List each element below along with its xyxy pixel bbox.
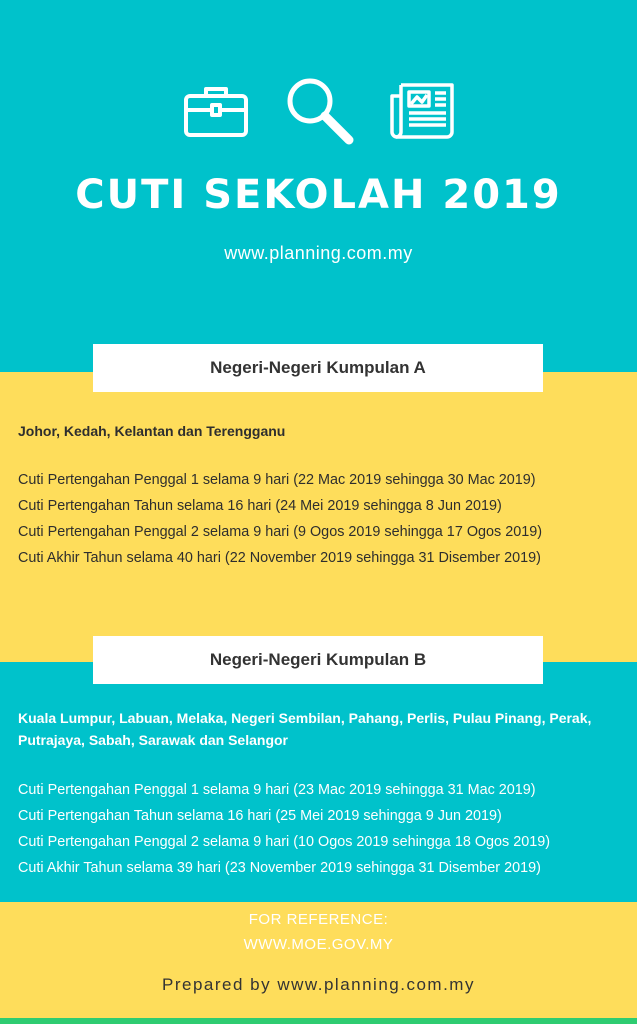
newspaper-icon — [389, 82, 455, 140]
prepared-by: Prepared by www.planning.com.my — [162, 975, 475, 994]
list-item: Cuti Akhir Tahun selama 40 hari (22 November 2019 sehingga 31 Disember 2019) — [18, 550, 541, 566]
group-b-heading — [93, 636, 543, 684]
group-a-heading — [93, 344, 543, 392]
list-item: Cuti Pertengahan Penggal 1 selama 9 hari (22 Mac 2019 sehingga 30 Mac 2019) — [18, 472, 536, 488]
list-item: Cuti Pertengahan Tahun selama 16 hari (24 Mei 2019 sehingga 8 Jun 2019) — [18, 498, 502, 514]
group-b-holiday-list — [18, 777, 628, 881]
list-item: Cuti Pertengahan Penggal 2 selama 9 hari (10 Ogos 2019 sehingga 18 Ogos 2019) — [18, 834, 551, 850]
list-item: Cuti Pertengahan Penggal 1 selama 9 hari (23 Mac 2019 sehingga 31 Mac 2019) — [18, 782, 536, 798]
reference-label: FOR REFERENCE: — [248, 911, 389, 928]
reference-site: WWW.MOE.GOV.MY — [243, 936, 394, 953]
group-a-holiday-list — [18, 467, 628, 571]
search-icon — [283, 76, 355, 146]
list-item: Cuti Pertengahan Penggal 2 selama 9 hari (9 Ogos 2019 sehingga 17 Ogos 2019) — [18, 524, 543, 540]
website-label: www.planning.com.my — [224, 243, 413, 263]
group-a-heading-text: Negeri-Negeri Kumpulan A — [210, 358, 426, 377]
page-title: CUTI SEKOLAH 2019 — [75, 172, 562, 218]
list-item: Cuti Pertengahan Tahun selama 16 hari (25 Mei 2019 sehingga 9 Jun 2019) — [18, 808, 502, 824]
list-item: Cuti Akhir Tahun selama 39 hari (23 November 2019 sehingga 31 Disember 2019) — [18, 860, 541, 876]
bottom-strip — [0, 1018, 637, 1024]
group-b-states: Kuala Lumpur, Labuan, Melaka, Negeri Sembilan, Pahang, Perlis, Pulau Pinang, Perak, Putrajaya, Sabah, Sarawak dan Selangor — [18, 710, 592, 748]
header-icons — [0, 76, 637, 146]
group-b-heading-text: Negeri-Negeri Kumpulan B — [209, 650, 427, 669]
briefcase-icon — [183, 84, 249, 138]
group-a-states: Johor, Kedah, Kelantan dan Terengganu — [18, 423, 286, 439]
